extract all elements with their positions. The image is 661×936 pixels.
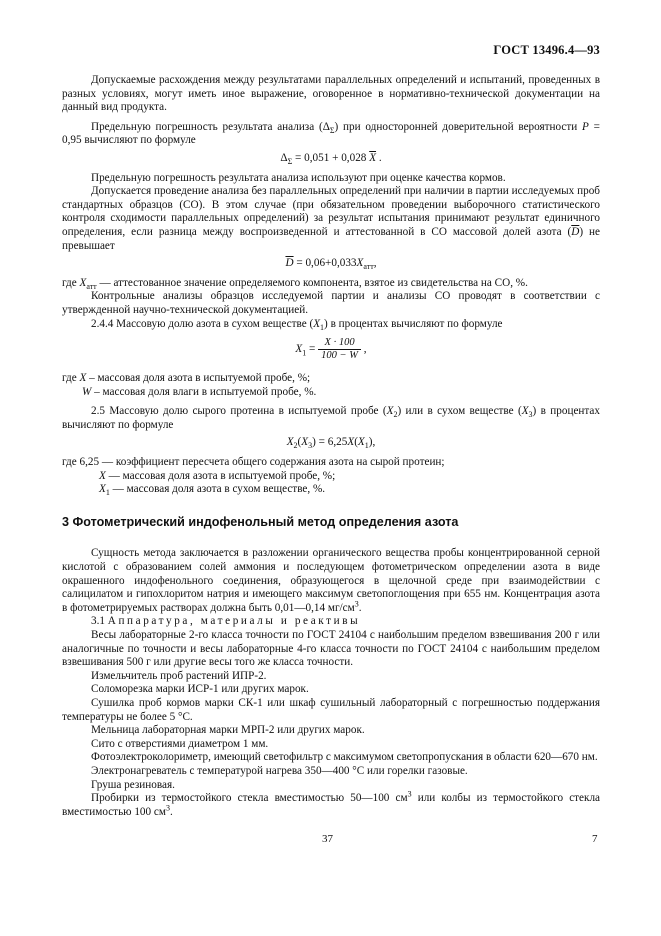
formula: $\Delta_\Sigma = 0,051 + 0,028$ $\overline{X}$ .	[280, 151, 382, 167]
paragraph: Допускаемые расхождения между результатами параллельных определений и испытаний, проведенных в разных условиях, могут иметь иное выражение, оговоренное в нормативно-технической документации на данный вид продукта.	[62, 74, 600, 114]
paragraph: Допускается проведение анализа без параллельных определений при наличии в партии исследуемых проб стандартных образцов (СО). В этом случае (при обязательном проведении выборочного статистического контроля сходимости параллельных определений) за результат испытания принимают результат единичного определения, если разница между воспроизведенной и аттестованной в СО массовой долей азота $(\overline{D})$ не превышает	[62, 185, 600, 252]
paragraph: Пробирки из термостойкого стекла вместимостью 50—100 $см^3$ или колбы из термостойкого стекла вместимостью 100 $см^3$.	[62, 789, 600, 818]
document-id: ГОСТ 13496.4—93	[493, 43, 600, 57]
paragraph: Соломорезка марки ИСР-1 или других марок.	[91, 683, 309, 696]
page-number: 37	[322, 833, 333, 845]
definition: W – массовая доля влаги в испытуемой пробе, %.	[82, 385, 317, 398]
formula: $\overline{D} = 0,06+0,033X_{атт}$,	[285, 257, 377, 272]
paragraph: Измельчитель проб растений ИПР-2.	[91, 669, 267, 682]
paragraph: Контрольные анализы образцов исследуемой партии и анализы СО проводят в соответствии с утвержденной научно-технической документацией.	[62, 290, 600, 316]
paragraph: Весы лабораторные 2-го класса точности по ГОСТ 24104 с наибольшим пределом взвешивания 200 г или аналогичные по точности и весы лабораторные 4-го класса точности по ГОСТ 24104 с наибольшим пределом взвешивания 500 г или другие весы того же класса точности.	[62, 629, 600, 669]
formula: $X_1$ = $\frac{X \cdot 100}{100 - W}$ ,	[295, 337, 367, 362]
paragraph: Предельную погрешность результата анализа используют при оценке качества кормов.	[91, 171, 506, 184]
paragraph: Груша резиновая.	[91, 778, 175, 791]
paragraph: Сушилка проб кормов марки СК-1 или шкаф сушильный лабораторный с погрешностью поддержания температуры не более 5 °С.	[62, 696, 600, 723]
formula: $X_2(X_3) = 6,25X(X_1)$,	[286, 436, 376, 451]
paragraph: 2.5 Массовую долю сырого протеина в испытуемой пробе $(X_2)$ или в сухом веществе $(X_3)$ в процентах вычисляют по формуле	[62, 405, 600, 431]
paragraph: Электронагреватель с температурой нагрева 350—400 °С или горелки газовые.	[91, 764, 468, 777]
paragraph: Сущность метода заключается в разложении органического вещества пробы концентрированной серной кислотой с образованием солей аммония и последующем фотометрическом определении азота в виде окрашенного индофенольного соединения, образующегося в щелочной среде при взаимодействии с салицилатом и гипохлоритом натрия и имеющего максимум светопоглощения при 655 нм. Концентрация азота в фотометрируемых растворах должна быть 0,01—0,14 $мг/см^3$.	[62, 547, 600, 614]
definition: $X_1$ — массовая доля азота в сухом веществе, %.	[99, 483, 326, 498]
definition: где 6,25 — коэффициент пересчета общего содержания азота на сырой протеин;	[62, 456, 445, 469]
paragraph: Мельница лабораторная марки МРП-2 или других марок.	[91, 724, 365, 737]
paragraph: Сито с отверстиями диаметром 1 мм.	[91, 737, 269, 750]
definition: где X – массовая доля азота в испытуемой пробе, %;	[62, 372, 311, 385]
paragraph: где $X_{атт}$ — аттестованное значение определяемого компонента, взятое из свидетельства на СО, %.	[62, 276, 528, 291]
paragraph: Предельную погрешность результата анализа $(\Delta_\Sigma)$ при односторонней доверительной вероятности P = 0,95 вычисляют по формуле	[62, 120, 600, 147]
section-title: 3 Фотометрический индофенольный метод определения азота	[62, 514, 459, 529]
paragraph: 2.4.4 Массовую долю азота в сухом веществе $(X_1)$ в процентах вычисляют по формуле	[91, 317, 503, 332]
subsection-title: 3.1 Аппаратура, материалы и реактивы	[91, 615, 361, 628]
definition: X — массовая доля азота в испытуемой пробе, %;	[99, 469, 336, 482]
paragraph: Фотоэлектроколориметр, имеющий светофильтр с максимумом светопропускания в области 620—670 нм.	[91, 751, 598, 764]
page-number-right: 7	[592, 833, 598, 845]
page-body	[62, 74, 600, 819]
